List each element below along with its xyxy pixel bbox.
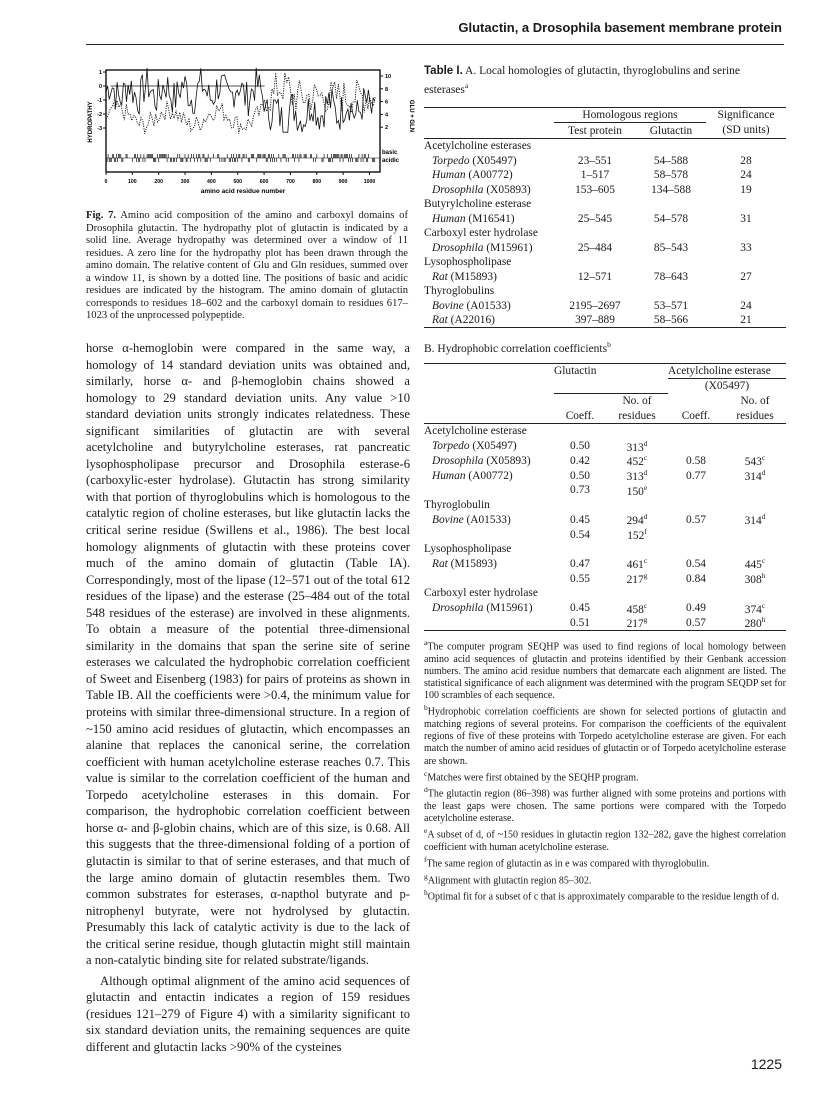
y-left-tick-label: 0 (98, 84, 102, 90)
col-header-glutactin: Glutactin (554, 363, 668, 379)
table-group-row (424, 542, 786, 557)
footnote-marker: c (643, 556, 648, 566)
table-row (424, 571, 786, 586)
x-tick-label: 300 (180, 179, 190, 185)
footnote-marker: b (424, 703, 428, 713)
cell-residues: 543$^c$ (744, 453, 766, 469)
col-header-sd: (SD units) (706, 123, 786, 139)
footnote-marker: c (424, 768, 428, 778)
cell-significance: 33 (740, 241, 752, 254)
species-name: Rat (432, 557, 448, 570)
group-name: Butyrylcholine esterase (424, 198, 532, 211)
cell-residues: 308$^h$ (744, 571, 766, 587)
row-protein: Drosophila (M15961) (432, 601, 533, 614)
cell-glutactin-range: 85–543 (653, 241, 689, 254)
cell-coeff: 0.45 (570, 601, 590, 614)
cell-residues: 313$^d$ (626, 468, 648, 484)
table-row (424, 601, 786, 616)
cell-glutactin-range: 53–571 (653, 299, 689, 312)
row-protein (424, 571, 554, 586)
row-protein: Torpedo (X05497) (432, 440, 517, 453)
row-protein (424, 615, 554, 630)
species-name: Drosophila (432, 183, 484, 196)
header-row (424, 363, 786, 379)
table-group-row (424, 226, 786, 241)
row-protein: Human (M16541) (432, 212, 515, 225)
species-name: Torpedo (432, 154, 470, 167)
x-tick-label: 0 (104, 179, 108, 185)
cell-residues: 445$^c$ (744, 556, 766, 572)
cell-residues: 152$^f$ (627, 527, 647, 542)
table-row (424, 298, 786, 313)
col-header-coeff: Coeff. (554, 409, 606, 424)
footnote-marker: c (761, 600, 766, 610)
cell-coeff: 0.84 (686, 572, 706, 585)
y-right-label: GLU + GLN (408, 99, 414, 133)
cell-residues: 314$^d$ (744, 468, 766, 484)
footnote-marker: a (464, 80, 469, 90)
header-row (424, 394, 786, 409)
figure-caption (86, 210, 408, 323)
col-header-ache: Acetylcholine esterase (668, 363, 786, 379)
cell-significance: 31 (740, 212, 752, 225)
row-protein: Rat (M15893) (432, 557, 497, 570)
footnote-marker: c (643, 453, 648, 463)
body-paragraph-2: Although optimal alignment of the amino acid sequences of glutactin and entactin indicates a region of 159 residues (residues 121–279 of Figure 4) with a similarity significant to six standard deviation units, the remaining sequences are quite different and glutactin lacks >90% of the cysteines (86, 973, 410, 1054)
cell-residues: 452$^c$ (626, 453, 648, 469)
cell-residues: 294$^d$ (626, 512, 648, 528)
footnote-h: $^h$Optimal fit for a subset of c that is approximately comparable to the residue length of d. (424, 888, 780, 903)
row-protein: Bovine (A01533) (432, 299, 511, 312)
cell-coeff: 0.47 (570, 557, 590, 570)
col-header-test: Test protein (554, 123, 636, 139)
footnote-marker: h (761, 571, 766, 581)
footnote-d: $^d$The glutactin region (86–398) was further aligned with some proteins and portions with the least gaps were chosen. The same portions were compared with the Torpedo acetylcholine esterase. (424, 785, 786, 825)
group-name: Lysophospholipase (424, 543, 512, 556)
cell-coeff: 0.51 (554, 615, 606, 630)
species-name: Human (432, 469, 466, 482)
y-left-tick-label: -1 (97, 98, 102, 104)
row-protein: Human (A00772) (432, 169, 513, 182)
col-header-no: No. of (606, 394, 668, 409)
table-1b-title-text: B. Hydrophobic correlation coefficients (424, 343, 608, 356)
page-number: 1225 (750, 1056, 782, 1072)
cell-test-range: 12–571 (577, 270, 613, 283)
cell-coeff: 0.45 (570, 513, 590, 526)
species-name: Drosophila (432, 241, 484, 254)
table-1b (424, 363, 786, 631)
hydropathy-plot (86, 64, 416, 198)
footnote-marker: d (424, 785, 428, 795)
footnote-marker: a (424, 638, 428, 648)
table-1b-title (424, 338, 786, 356)
table-group-row (424, 138, 786, 153)
cell-residues: 314$^d$ (744, 512, 766, 528)
table-group-row (424, 284, 786, 299)
species-name: Rat (432, 270, 448, 283)
cell-coeff: 0.58 (686, 454, 706, 467)
cell-test-range: 25–484 (577, 241, 613, 254)
cell-residues: 461$^c$ (626, 556, 648, 572)
cell-residues: 458$^c$ (626, 600, 648, 616)
cell-test-range: 2195–2697 (569, 299, 621, 312)
footnote-marker: e (643, 483, 648, 493)
cell-glutactin-range: 58–566 (636, 313, 706, 328)
caption-text: Amino acid composition of the amino and carboxyl domains of Drosophila glutactin. The hydropathy plot of glutactin is indicated by a solid line. Average hydropathy was determined over a window of 11 residues. A zero line for the hydropathy plot has been drawn through the amino domain. The relative content of Glu and Gln residues, summed over a window 11, is shown by a dotted line. The positions of basic and acidic residues are indicated by the histogram. The amino domain of glutactin corresponds to residues 18–602 and the carboxyl domain to residues 617–1023 of the unprocessed polypeptide. (86, 210, 408, 321)
cell-test-range: 153–605 (575, 183, 615, 196)
y-right-tick-label: 2 (385, 125, 389, 132)
cell-coeff (668, 483, 724, 498)
cell-coeff: 0.50 (570, 469, 590, 482)
y-left-tick-label: 1 (98, 70, 102, 76)
cell-residues: 313$^d$ (626, 438, 648, 454)
table-row (424, 483, 786, 498)
x-tick-label: 900 (338, 179, 348, 185)
group-name: Acetylcholine esterases (424, 140, 532, 153)
header-rule (86, 44, 784, 45)
row-protein: Bovine (A01533) (432, 513, 511, 526)
footnote-marker: d (761, 512, 766, 522)
body-paragraph-1: horse α-hemoglobin were compared in the same way, a homology of 14 standard deviation units was obtained and, similarly, horse α- and β-hemoglobin chains showed a homology to 29 standard deviation units. Any value >10 standard deviation units strongly indicates relatedness. These significant similarities of glutactin are with several acetylcholine and butyrylcholine esterases, rat pancreatic lysophospholipase precursor and Drosophila esterase-6 (carboxylic-ester hydrolase). Glutactin has strong similarity with that portion of thyroglobulins which is homologous to the catalytic region of choline esterases, but like glutactin lacks the critical serine residue (Swillens et al., 1986). The best local homology alignments of glutactin with these proteins cover much of the amino domain of glutactin (Table IA). Correspondingly, most of the lipase (12–571 out of the total 612 residues of the lipase) and the esterase (25–484 out of the total 548 residues of the esterase) are involved in these alignments. To obtain a measure of the potential three-dimensional similarity in the domains that span the serine site of serine esterases we calculated the hydrophobic correlation coefficient of Sweet and Eisenberg (1983) for pairs of proteins as shown in Table IB. All the coefficients were >0.4, the minimum value for proteins with similar three-dimensional structure. In a region of ~150 amino acid residues of glutactin, which encompasses an alanine that replaces the canonical serine, the correlation coefficient with human acetylcholine esterase reaches 0.7. This value is similar to the correlation coefficient of the human and Torpedo acetylcholine esterases in this domain. For comparison, the hydrophobic correlation coefficient between horse α- and β-globin chains, which are of this size, is 0.68. All this suggests that the three-dimensional folding of a portion of glutactin is similar to that of serine esterases, and that much of the large amino domain of glutactin resembles them. Two common substrates for esterases, α-napthol butyrate and p-nitrophenyl butyrate, were not hydrolysed by glutactin. Presumably this lack of catalytic activity is due to the lack of the critical serine residue, though glutactin might still maintain a non-catalytic binding site for related substrate/ligands. (86, 341, 410, 968)
cell-test-range: 397–889 (554, 313, 636, 328)
footnote-f: $^f$The same region of glutactin as in e was compared with thyroglobulin. (424, 855, 710, 870)
table-row (424, 211, 786, 226)
table-footnotes (424, 637, 786, 903)
hydropathy-line (106, 68, 375, 132)
footnote-g: $^g$Alignment with glutactin region 85–302. (424, 871, 592, 886)
species-name: Rat (432, 314, 448, 327)
cell-glutactin-range: 58–578 (653, 169, 689, 182)
cell-glutactin-range: 54–578 (653, 212, 689, 225)
row-protein: Drosophila (X05893) (432, 454, 531, 467)
col-header-no: No. of (740, 395, 770, 408)
footnote-marker: f (644, 527, 647, 537)
cell-coeff: 0.42 (570, 454, 590, 467)
table-row (424, 453, 786, 468)
cell-coeff (668, 527, 724, 542)
cell-coeff: 0.54 (686, 557, 706, 570)
cell-residues (724, 483, 786, 498)
footnote-marker: d (643, 468, 648, 478)
footnote-marker: g (424, 871, 428, 881)
cell-coeff (668, 439, 724, 454)
cell-significance: 19 (740, 183, 752, 196)
group-name: Carboxyl ester hydrolase (424, 227, 538, 240)
table-row (424, 269, 786, 284)
species-name: Torpedo (432, 440, 470, 453)
row-protein: Rat (M15893) (432, 270, 497, 283)
table-group-row (424, 197, 786, 212)
row-protein: Torpedo (X05497) (432, 154, 517, 167)
y-right-tick-label: 10 (385, 74, 392, 80)
footnote-marker: c (761, 453, 766, 463)
table-group-row (424, 586, 786, 601)
row-protein: Rat (A22016) (424, 313, 554, 328)
footnote-marker: d (643, 512, 648, 522)
cell-significance: 28 (740, 154, 752, 167)
y-right-tick-label: 4 (385, 112, 389, 119)
group-name: Thyroglobulins (424, 285, 495, 298)
cell-coeff: 0.55 (570, 572, 590, 585)
cell-coeff: 0.50 (570, 440, 590, 453)
table-row (424, 240, 786, 255)
x-tick-label: 600 (259, 179, 269, 185)
table-1a (424, 107, 786, 329)
x-tick-label: 500 (233, 179, 243, 185)
footnote-marker: f (424, 855, 427, 865)
cell-coeff: 0.57 (686, 513, 706, 526)
group-name: Thyroglobulin (424, 499, 490, 512)
table-row (424, 615, 786, 630)
cell-residues: 217$^g$ (606, 615, 668, 630)
table-label: Table I. (424, 65, 463, 77)
footnote-marker: g (643, 571, 648, 581)
cell-residues: 374$^c$ (744, 600, 766, 616)
col-header-significance: Significance (706, 107, 786, 123)
table-row (424, 439, 786, 454)
legend-basic: basic (382, 150, 398, 156)
x-tick-label: 700 (286, 179, 295, 185)
table-1a-title (424, 64, 786, 97)
species-name: Bovine (432, 299, 464, 312)
table-group-row (424, 498, 786, 513)
table-row (424, 527, 786, 542)
cell-residues: 150e (626, 483, 648, 498)
footnote-marker: h (424, 888, 428, 898)
footnote-marker: d (761, 468, 766, 478)
cell-residues (724, 527, 786, 542)
x-tick-label: 100 (128, 179, 137, 185)
footnote-e: $^e$A subset of d, of ~150 residues in glutactin region 132–282, gave the highest correlation coefficient with human acetylcholine esterase. (424, 826, 786, 853)
row-protein: Drosophila (M15961) (432, 241, 533, 254)
species-name: Drosophila (432, 454, 484, 467)
header-row (424, 379, 786, 394)
species-name: Human (432, 169, 466, 182)
footnote-marker: d (643, 438, 648, 448)
col-header-residues: residues (724, 409, 786, 424)
x-tick-label: 200 (154, 179, 164, 185)
cell-residues: 280$^h$ (724, 615, 786, 630)
row-protein: Human (A00772) (432, 469, 513, 482)
cell-significance: 24 (740, 169, 752, 182)
cell-coeff: 0.77 (686, 469, 706, 482)
table-1a-title-text: A. Local homologies of glutactin, thyroglobulins and serine esterases (424, 65, 741, 96)
body-text (86, 340, 410, 1056)
cell-test-range: 25–545 (577, 212, 613, 225)
footnote-marker: g (643, 615, 648, 625)
table-group-row (424, 255, 786, 270)
species-name: Bovine (432, 513, 464, 526)
cell-glutactin-range: 134–588 (651, 183, 691, 196)
col-header-homologous: Homologous regions (554, 107, 706, 123)
glu-gln-dotted-line (106, 73, 375, 134)
table-row (424, 168, 786, 183)
y-left-tick-label: -3 (97, 126, 102, 132)
table-column (424, 64, 786, 904)
footnote-marker: h (761, 615, 766, 625)
table-row (424, 468, 786, 483)
table-row (424, 153, 786, 168)
legend-acidic: acidic (382, 158, 400, 164)
footnote-b: $^b$Hydrophobic correlation coefficients are shown for selected portions of glutactin and matching regions of several proteins. For comparison the coefficients of the equivalent regions of five of these proteins with Torpedo acetylcholine esterase are given. For each match the number of amino acid residues of glutactin or of Torpedo acetylcholine esterase are shown. (424, 703, 786, 767)
cell-test-range: 1–517 (580, 169, 610, 182)
footnote-marker: b (607, 340, 611, 350)
footnote-a: $^a$The computer program SEQHP was used to find regions of local homology between amino acid sequences of glutactin and proteins identified by their Genbank accession numbers. The amino acid residue numbers that demarcate each alignment are listed. The statistical significance of each alignment was determined with the program SEQDP set for 100 scrambles of each sequence. (424, 638, 786, 702)
col-header-coeff: Coeff. (668, 409, 724, 424)
footnote-c: $^c$Matches were first obtained by the SEQHP program. (424, 768, 639, 784)
cell-coeff: 0.49 (686, 601, 706, 614)
cell-residues (724, 439, 786, 454)
species-name: Human (432, 212, 466, 225)
cell-coeff: 0.57 (668, 615, 724, 630)
y-left-label: HYDROPATHY (88, 101, 94, 143)
table-row (424, 556, 786, 571)
cell-test-range: 23–551 (577, 154, 613, 167)
figure-7 (86, 64, 416, 198)
x-tick-label: 400 (207, 179, 216, 185)
table-row (424, 512, 786, 527)
cell-significance: 24 (740, 299, 752, 312)
x-tick-label: 800 (312, 179, 322, 185)
cell-significance: 21 (706, 313, 786, 328)
row-protein (424, 483, 554, 498)
cell-significance: 27 (740, 270, 752, 283)
running-header: Glutactin, a Drosophila basement membrane protein (458, 20, 782, 35)
cell-coeff: 0.73 (570, 484, 590, 497)
header-row (424, 409, 786, 424)
table-row (424, 182, 786, 197)
col-header-glutactin: Glutactin (636, 123, 706, 139)
table-row (424, 313, 786, 328)
col-header-residues: residues (606, 409, 668, 424)
cell-glutactin-range: 54–588 (653, 154, 689, 167)
caption-lead: Fig. 7. (86, 210, 117, 221)
x-axis-label: amino acid residue number (200, 188, 286, 195)
footnote-marker: c (643, 600, 648, 610)
y-right-tick-label: 8 (385, 86, 389, 93)
species-name: Drosophila (432, 601, 484, 614)
footnote-marker: c (761, 556, 766, 566)
header-row (424, 123, 786, 139)
row-protein: Drosophila (X05893) (432, 183, 531, 196)
group-name: Lysophospholipase (424, 256, 512, 269)
footnote-marker: e (424, 826, 428, 836)
table-group-row (424, 424, 786, 439)
cell-coeff: 0.54 (570, 528, 590, 541)
row-protein (424, 527, 554, 542)
y-right-tick-label: 6 (385, 99, 389, 106)
header-row (424, 107, 786, 123)
x-tick-label: 1000 (363, 179, 376, 185)
group-name: Acetylcholine esterase (424, 425, 527, 438)
cell-glutactin-range: 78–643 (653, 270, 689, 283)
group-name: Carboxyl ester hydrolase (424, 587, 538, 600)
y-left-tick-label: -2 (97, 112, 102, 118)
col-header-ache-acc: (X05497) (668, 379, 786, 394)
cell-residues: 217$^g$ (626, 571, 648, 587)
